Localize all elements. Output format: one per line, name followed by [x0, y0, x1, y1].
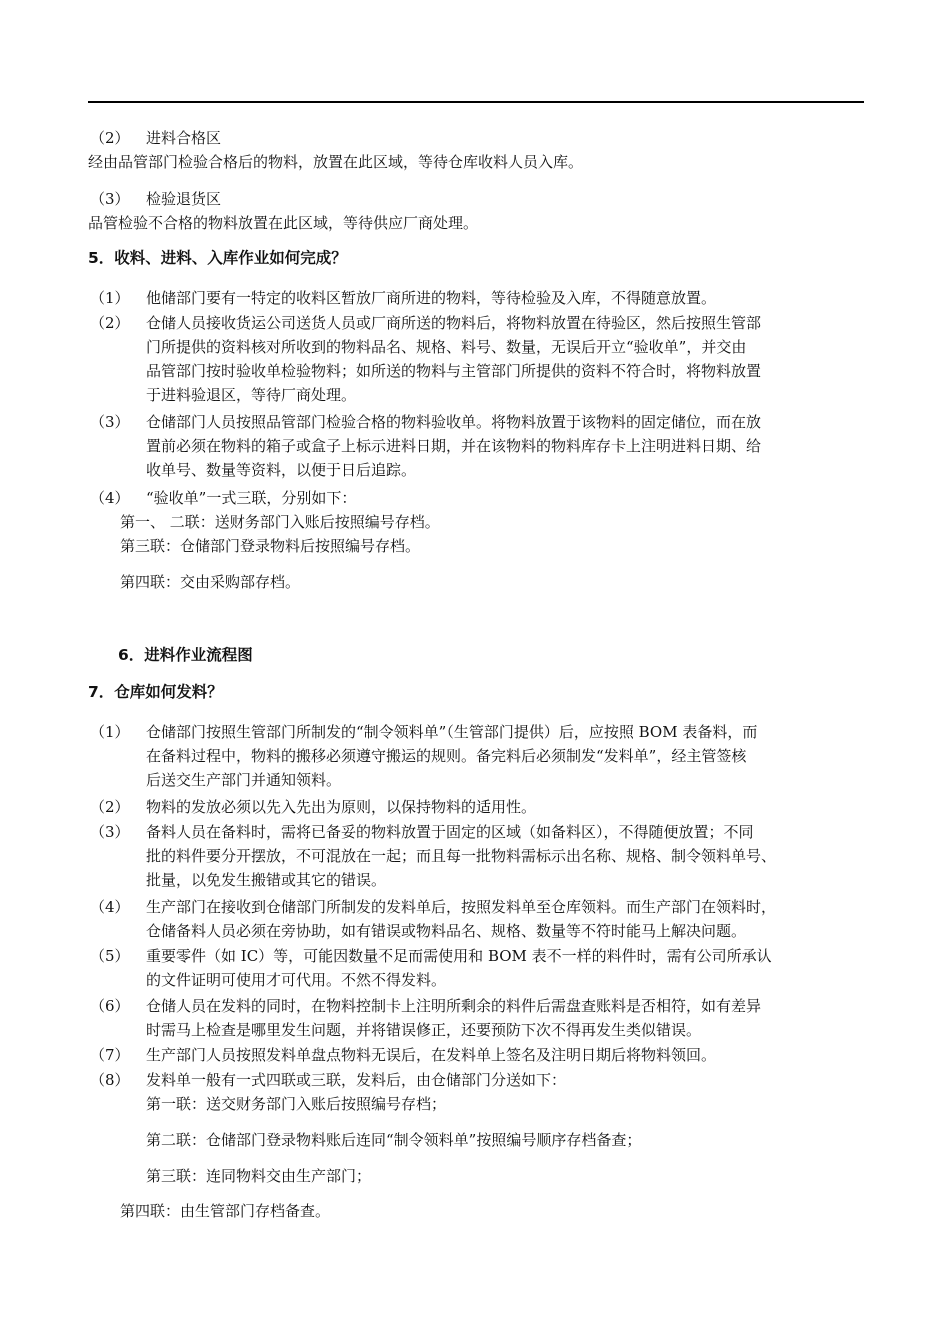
sec7-item-num: （5） [90, 947, 130, 965]
sec7-item-1 [146, 720, 866, 792]
sec7-item-line: 重要零件（如 IC）等，可能因数量不足而需使用和 BOM 表不一样的料件时，需有公司所承认 [146, 947, 772, 965]
sec5-item-line: 他储部门要有一特定的收料区暂放厂商所进的物料，等待检验及入库，不得随意放置。 [146, 289, 717, 307]
sec4-item3-title: 检验退货区 [146, 190, 222, 208]
sec7-item-num: （4） [90, 898, 130, 916]
sec5-copy: 第四联：交由采购部存档。 [120, 573, 301, 591]
sec7-item-line: 生产部门人员按照发料单盘点物料无误后，在发料单上签名及注明日期后将物料领回。 [146, 1046, 717, 1064]
sec7-item-5 [146, 944, 866, 992]
header-rule [88, 101, 864, 103]
sec7-item-num: （1） [90, 723, 130, 741]
sec7-copy: 第四联：由生管部门存档备查。 [120, 1202, 331, 1220]
sec5-item-num: （4） [90, 489, 130, 507]
sec7-item-3 [146, 820, 866, 892]
sec7-item-num: （3） [90, 823, 130, 841]
sec7-item-line: 批量，以免发生搬错或其它的错误。 [146, 871, 387, 889]
sec4-item2-desc: 经由品管部门检验合格后的物料，放置在此区域，等待仓库收料人员入库。 [88, 153, 584, 171]
sec5-item-num: （2） [90, 314, 130, 332]
sec7-item-4 [146, 895, 866, 943]
sec7-item-line: 时需马上检查是哪里发生问题，并将错误修正，还要预防下次不得再发生类似错误。 [146, 1021, 702, 1039]
sec7-item-line: 发料单一般有一式四联或三联，发料后，由仓储部门分送如下： [146, 1071, 567, 1089]
sec7-item-line: 仓储部门按照生管部门所制发的“制令领料单”（生管部门提供）后，应按照 BOM 表备料，而 [146, 723, 758, 741]
sec7-item-line: 的文件证明可使用才可代用。不然不得发料。 [146, 971, 447, 989]
sec5-item-line: 仓储部门人员按照品管部门检验合格的物料验收单。将物料放置于该物料的固定储位，而在放 [146, 413, 762, 431]
sec5-item-line: “验收单”一式三联，分别如下： [146, 489, 357, 507]
sec5-item-line: 品管部门按时验收单检验物料；如所送的物料与主管部门所提供的资料不符合时，将物料放置 [146, 362, 762, 380]
sec7-item-8 [146, 1068, 866, 1092]
sec7-item-line: 仓储备料人员必须在旁协助，如有错误或物料品名、规格、数量等不符时能马上解决问题。 [146, 922, 747, 940]
sec7-item-line: 后送交生产部门并通知领料。 [146, 771, 342, 789]
sec5-item-num: （1） [90, 289, 130, 307]
sec7-item-line: 备料人员在备料时，需将已备妥的物料放置于固定的区域（如备料区），不得随便放置；不同 [146, 823, 754, 841]
sec5-heading: 5．收料、进料、入库作业如何完成？ [88, 249, 347, 267]
sec5-copy: 第一、 二联：送财务部门入账后按照编号存档。 [120, 513, 440, 531]
sec7-item-num: （2） [90, 798, 130, 816]
sec7-item-7 [146, 1043, 866, 1067]
sec7-item-line: 生产部门在接收到仓储部门所制发的发料单后，按照发料单至仓库领料。而生产部门在领料时， [146, 898, 777, 916]
sec7-copy: 第一联：送交财务部门入账后按照编号存档； [146, 1095, 447, 1113]
sec7-item-line: 物料的发放必须以先入先出为原则，以保持物料的适用性。 [146, 798, 537, 816]
sec7-item-line: 仓储人员在发料的同时，在物料控制卡上注明所剩余的料件后需盘查账料是否相符，如有差异 [146, 997, 762, 1015]
sec4-item3-num: （3） [90, 190, 130, 208]
sec7-item-num: （7） [90, 1046, 130, 1064]
sec5-item-4 [146, 486, 866, 510]
sec7-heading: 7．仓库如何发料？ [88, 683, 223, 701]
sec5-item-line: 收单号、数量等资料，以便于日后追踪。 [146, 461, 417, 479]
sec7-item-6 [146, 994, 866, 1042]
sec5-item-line: 仓储人员接收货运公司送货人员或厂商所送的物料后，将物料放置在待验区，然后按照生管部 [146, 314, 762, 332]
sec5-copy: 第三联：仓储部门登录物料后按照编号存档。 [120, 537, 421, 555]
sec5-item-num: （3） [90, 413, 130, 431]
sec4-item2-num: （2） [90, 129, 130, 147]
sec5-item-line: 门所提供的资料核对所收到的物料品名、规格、料号、数量，无误后开立“验收单”，并交由 [146, 338, 747, 356]
sec7-item-2 [146, 795, 866, 819]
sec5-item-2 [146, 311, 866, 407]
sec4-item3-desc: 品管检验不合格的物料放置在此区域，等待供应厂商处理。 [88, 214, 479, 232]
sec7-item-num: （8） [90, 1071, 130, 1089]
sec7-item-line: 在备料过程中，物料的搬移必须遵守搬运的规则。备完料后必须制发“发料单”，经主管签核 [146, 747, 747, 765]
sec5-item-line: 于进料验退区，等待厂商处理。 [146, 386, 357, 404]
sec7-copy: 第三联：连同物料交由生产部门； [146, 1167, 372, 1185]
sec4-item2-title: 进料合格区 [146, 129, 222, 147]
sec5-item-1 [146, 286, 866, 310]
sec6-heading: 6．进料作业流程图 [118, 646, 253, 664]
sec7-item-line: 批的料件要分开摆放，不可混放在一起；而且每一批物料需标示出名称、规格、制令领料单号、 [146, 847, 777, 865]
sec7-copy: 第二联：仓储部门登录物料账后连同“制令领料单”按照编号顺序存档备查； [146, 1131, 642, 1149]
sec5-item-line: 置前必须在物料的箱子或盒子上标示进料日期，并在该物料的物料库存卡上注明进料日期、给 [146, 437, 762, 455]
sec7-item-num: （6） [90, 997, 130, 1015]
sec5-item-3 [146, 410, 866, 482]
